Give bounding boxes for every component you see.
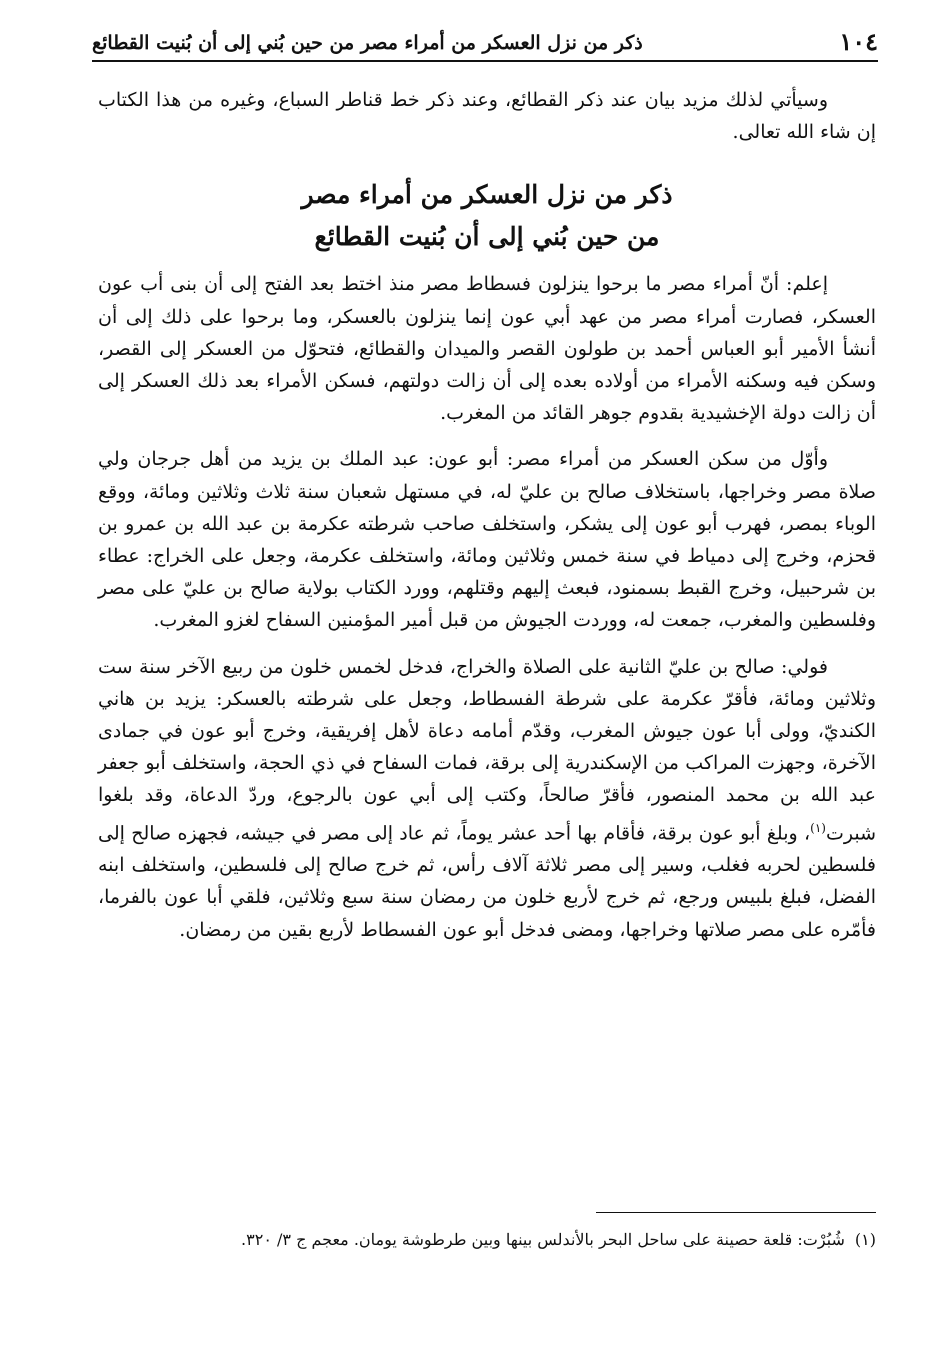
section-heading-line-1: ذكر من نزل العسكر من أمراء مصر: [301, 180, 673, 210]
footnote-text: شُبُرْت: قلعة حصينة على ساحل البحر بالأندلس بينها وبين طرطوشة يومان. معجم ج ٣/ ٣٢٠.: [241, 1230, 845, 1249]
footnote-divider: [596, 1212, 876, 1213]
footnote-1: [130, 1227, 876, 1253]
page-number: ١٠٤: [839, 27, 878, 56]
page-header: [92, 20, 878, 62]
paragraph-3-text-a: فولي: صالح بن عليّ الثانية على الصلاة والخراج، فدخل لخمس خلون من ربيع الآخر سنة ست وثلاثين ومائة، فأقرّ عكرمة على شرطة الفسطاط، وجعل على شرطته بالعسكر: يزيد بن هاني الكنديّ، وولى أبا عون جيوش المغرب، وقدّم أمامه دعاة لأهل إفريقية، وخرج أبو عون في جمادى الآخرة، وجهزت المراكب من الإسكندرية إلى برقة، فمات السفاح في ذي الحجة، واستخلف أبو جعفر عبد الله بن محمد المنصور، فأقرّ صالحاً، وكتب إلى أبي عون بالرجوع، وردّ الدعاة، وقد بلغوا شبرت: [98, 655, 876, 844]
section-heading: [98, 174, 876, 258]
paragraph-2: وأوّل من سكن العسكر من أمراء مصر: أبو عون: عبد الملك بن يزيد من أهل جرجان ولي صلاة مصر وخراجها، باستخلاف صالح بن عليّ له، في مستهل شعبان سنة ثلاث وثلاثين ومائة، ووقع الوباء بمصر، فهرب أبو عون إلى يشكر، واستخلف صاحب شرطته عكرمة بن عبد الله بن عمرو بن قحزم، وخرج إلى دمياط في سنة خمس وثلاثين ومائة، واستخلف عكرمة، وجعل على الخراج: عطاء بن شرحبيل، وخرج القبط بسمنود، فبعث إليهم وقتلهم، وورد الكتاب بولاية صالح بن عليّ على مصر وفلسطين والمغرب، جمعت له، ووردت الجيوش من قبل أمير المؤمنين السفاح لغزو المغرب.: [98, 448, 876, 632]
paragraph-3-text-b: ، وبلغ أبو عون برقة، فأقام بها أحد عشر يوماً، ثم عاد إلى مصر في جيشه، فجهزه صالح إلى فلسطين لحربه فغلب، وسير إلى مصر ثلاثة آلاف رأس، ثم خرج صالح إلى فلسطين، واستخلف ابنه الفضل، فبلغ بلبيس ورجع، ثم خرج لأربع خلون من رمضان سنة سبع وثلاثين، فلقي أبا عون بالفرما، فأمّره على مصر صلاتها وخراجها، ومضى فدخل أبو عون الفسطاط لأربع بقين من رمضان.: [98, 821, 876, 941]
footnote-marker: (١): [810, 820, 826, 835]
intro-paragraph: وسيأتي لذلك مزيد بيان عند ذكر القطائع، وعند ذكر خط قناطر السباع، وغيره من هذا الكتاب إن شاء الله تعالى.: [98, 89, 876, 144]
running-title: ذكر من نزل العسكر من أمراء مصر من حين بُني إلى أن بُنيت القطائع: [92, 32, 643, 54]
paragraph-3: [98, 651, 876, 946]
paragraph-1: إعلم: أنّ أمراء مصر ما برحوا ينزلون فسطاط مصر منذ اختط بعد الفتح إلى أن بنى أب عون العسكر، فصارت أمراء مصر من عهد أبي عون إنما ينزلون بالعسكر، وما برحوا على ذلك إلى أن أنشأ الأمير أبو العباس أحمد بن طولون القصر والميدان والقطائع، فتحوّل من العسكر إلى القصر، وسكن فيه وسكنه الأمراء من أولاده بعده إلى أن زالت دولتهم، فسكن الأمراء بعد ذلك العسكر إلى أن زالت دولة الإخشيدية بقدوم جوهر القائد من المغرب.: [98, 273, 876, 425]
footnotes: [130, 1212, 876, 1253]
page-body: [98, 84, 876, 946]
footnote-number: (١): [854, 1230, 876, 1249]
section-heading-line-2: من حين بُني إلى أن بُنيت القطائع: [314, 222, 660, 252]
